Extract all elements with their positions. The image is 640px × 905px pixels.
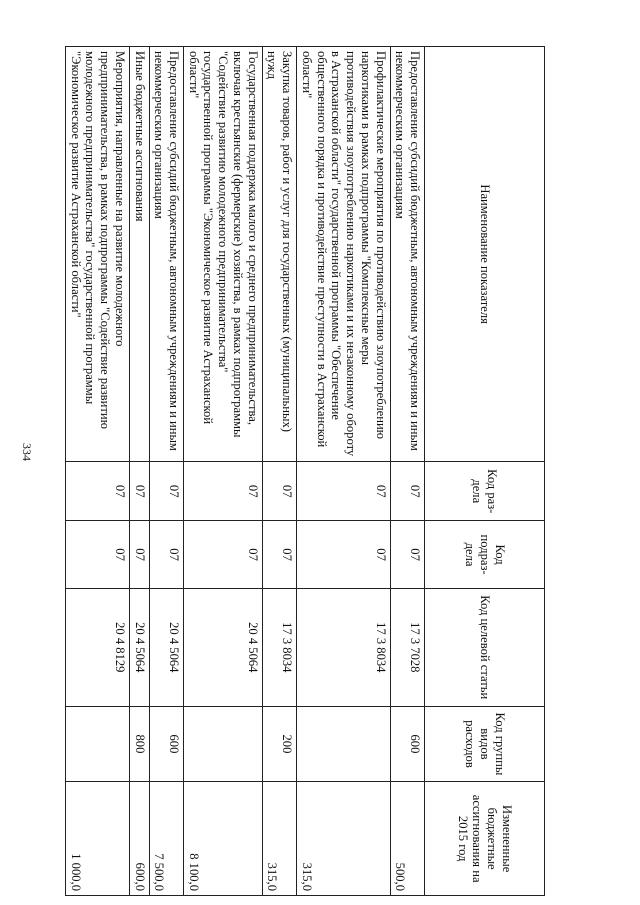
table-row: [390, 47, 424, 896]
row-sum: 500,0: [390, 782, 424, 896]
table-row: [65, 47, 129, 896]
row-statya: 20 4 5064: [149, 589, 183, 707]
header-razdel: Код раз-дела: [425, 462, 545, 521]
row-sum: 600,0: [129, 782, 149, 896]
row-podrazdel: 07: [129, 521, 149, 589]
header-statya: Код целевой статьи: [425, 589, 545, 707]
header-vid: Код группы видов расходов: [425, 706, 545, 782]
row-razdel: 07: [65, 462, 129, 521]
row-razdel: 07: [129, 462, 149, 521]
row-name: Предоставление субсидий бюджетным, автономным учреждениям и иным некоммерческим организациям: [390, 47, 424, 462]
row-podrazdel: 07: [65, 521, 129, 589]
row-podrazdel: 07: [262, 521, 296, 589]
row-podrazdel: 07: [149, 521, 183, 589]
header-sum: Измененные бюджетные ассигнования на 2015 год: [425, 782, 545, 896]
table-row: [129, 47, 149, 896]
row-vid: [297, 706, 390, 782]
row-razdel: 07: [297, 462, 390, 521]
row-podrazdel: 07: [390, 521, 424, 589]
row-name: Иные бюджетные ассигнования: [129, 47, 149, 462]
table-header-row: [425, 47, 545, 896]
row-sum: 7 500,0: [149, 782, 183, 896]
row-vid: [65, 706, 129, 782]
row-vid: 600: [149, 706, 183, 782]
row-sum: 8 100,0: [183, 782, 262, 896]
row-statya: 17 3 8034: [262, 589, 296, 707]
table-row: [262, 47, 296, 896]
row-statya: 20 4 5064: [129, 589, 149, 707]
row-name: Предоставление субсидий бюджетным, автономным учреждениям и иным некоммерческим организациям: [149, 47, 183, 462]
row-statya: 20 4 5064: [183, 589, 262, 707]
row-razdel: 07: [149, 462, 183, 521]
row-name: Профилактические мероприятия по противодействию злоупотреблению наркотиками в рамках подпрограммы "Комплексные меры противодействия злоупотреблению наркотиками и их незаконному обороту в Астраханской области" государственной программы "Обеспечение общественного порядка и противодействие преступности в Астраханской области": [297, 47, 390, 462]
row-vid: [183, 706, 262, 782]
row-razdel: 07: [262, 462, 296, 521]
row-statya: 17 3 8034: [297, 589, 390, 707]
table-row: [183, 47, 262, 896]
budget-table: [65, 46, 545, 896]
row-statya: 20 4 8129: [65, 589, 129, 707]
row-name: Закупка товаров, работ и услуг для государственных (муниципальных) нужд: [262, 47, 296, 462]
header-name: Наименование показателя: [425, 47, 545, 462]
row-podrazdel: 07: [183, 521, 262, 589]
row-statya: 17 3 7028: [390, 589, 424, 707]
row-sum: 315,0: [262, 782, 296, 896]
row-name: Мероприятия, направленные на развитие молодежного предпринимательства, в рамках подпрограммы "Содействие развитию молодежного предпринимательства" государственной программы "Экономическое развитие Астраханской области": [65, 47, 129, 462]
row-podrazdel: 07: [297, 521, 390, 589]
row-vid: 800: [129, 706, 149, 782]
row-razdel: 07: [390, 462, 424, 521]
row-razdel: 07: [183, 462, 262, 521]
row-sum: 315,0: [297, 782, 390, 896]
table-row: [149, 47, 183, 896]
table-row: [297, 47, 390, 896]
header-podrazdel: Код подраз-дела: [425, 521, 545, 589]
row-name: Государственная поддержка малого и среднего предпринимательства, включая крестьянские (фермерские) хозяйства, в рамках подпрограммы "Содействие развитию молодежного предпринимательства" государственной программы "Экономическое развитие Астраханской области": [183, 47, 262, 462]
row-vid: 600: [390, 706, 424, 782]
row-vid: 200: [262, 706, 296, 782]
row-sum: 1 000,0: [65, 782, 129, 896]
page-number: 334: [20, 443, 34, 461]
